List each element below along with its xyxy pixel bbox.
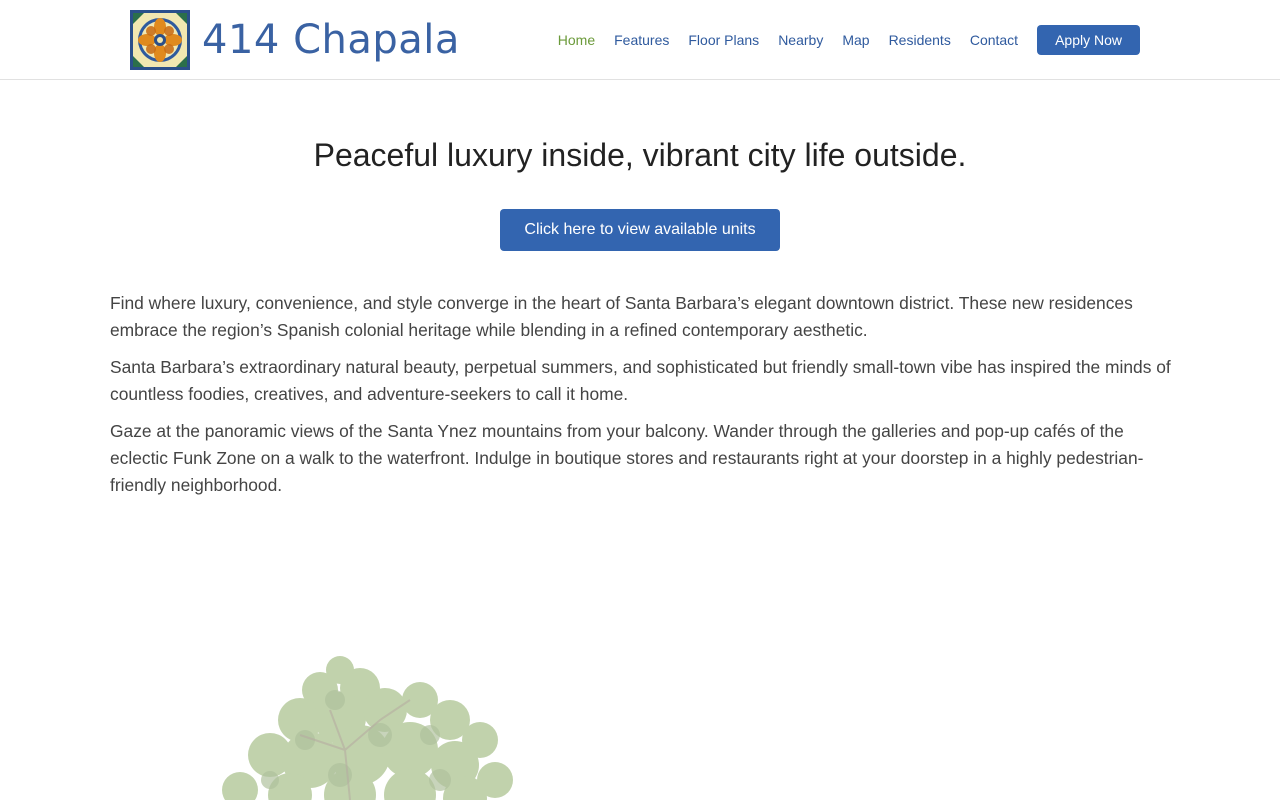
nav-contact[interactable]: Contact [969,32,1019,48]
site-header [0,0,1280,80]
intro-paragraph: Santa Barbara’s extraordinary natural beauty, perpetual summers, and sophisticated but friendly small-town vibe has inspired the minds of countless foodies, creatives, and adventure-seekers to call it home. [110,357,1171,404]
nav-home[interactable]: Home [557,32,596,48]
spanish-tile-icon [130,10,190,70]
tree-image [210,640,530,800]
main-nav [539,25,1140,55]
intro-paragraph: Gaze at the panoramic views of the Santa Ynez mountains from your balcony. Wander through the galleries and pop-up cafés of the eclectic Funk Zone on a walk to the waterfront. Indulge in boutique stores and restaurants right at your doorstep in a highly pedestrian-friendly neighborhood. [110,421,1144,495]
logo-link[interactable] [130,10,460,70]
nav-map[interactable]: Map [842,32,870,48]
nav-features[interactable]: Features [614,32,670,48]
nav-residents[interactable]: Residents [888,32,951,48]
nav-nearby[interactable]: Nearby [778,32,824,48]
cta-container [0,209,1280,251]
hero-title: Peaceful luxury inside, vibrant city life outside. [313,137,967,173]
intro-paragraph: Find where luxury, convenience, and style converge in the heart of Santa Barbara’s elegant downtown district. These new residences embrace the region’s Spanish colonial heritage while blending in a refined contemporary aesthetic. [110,293,1133,340]
nav-floor-plans[interactable]: Floor Plans [688,32,760,48]
logo-text: 414 Chapala [202,17,460,63]
apply-now-button[interactable]: Apply Now [1037,25,1140,55]
intro-content [110,290,1180,509]
view-units-button[interactable]: Click here to view available units [500,209,780,251]
